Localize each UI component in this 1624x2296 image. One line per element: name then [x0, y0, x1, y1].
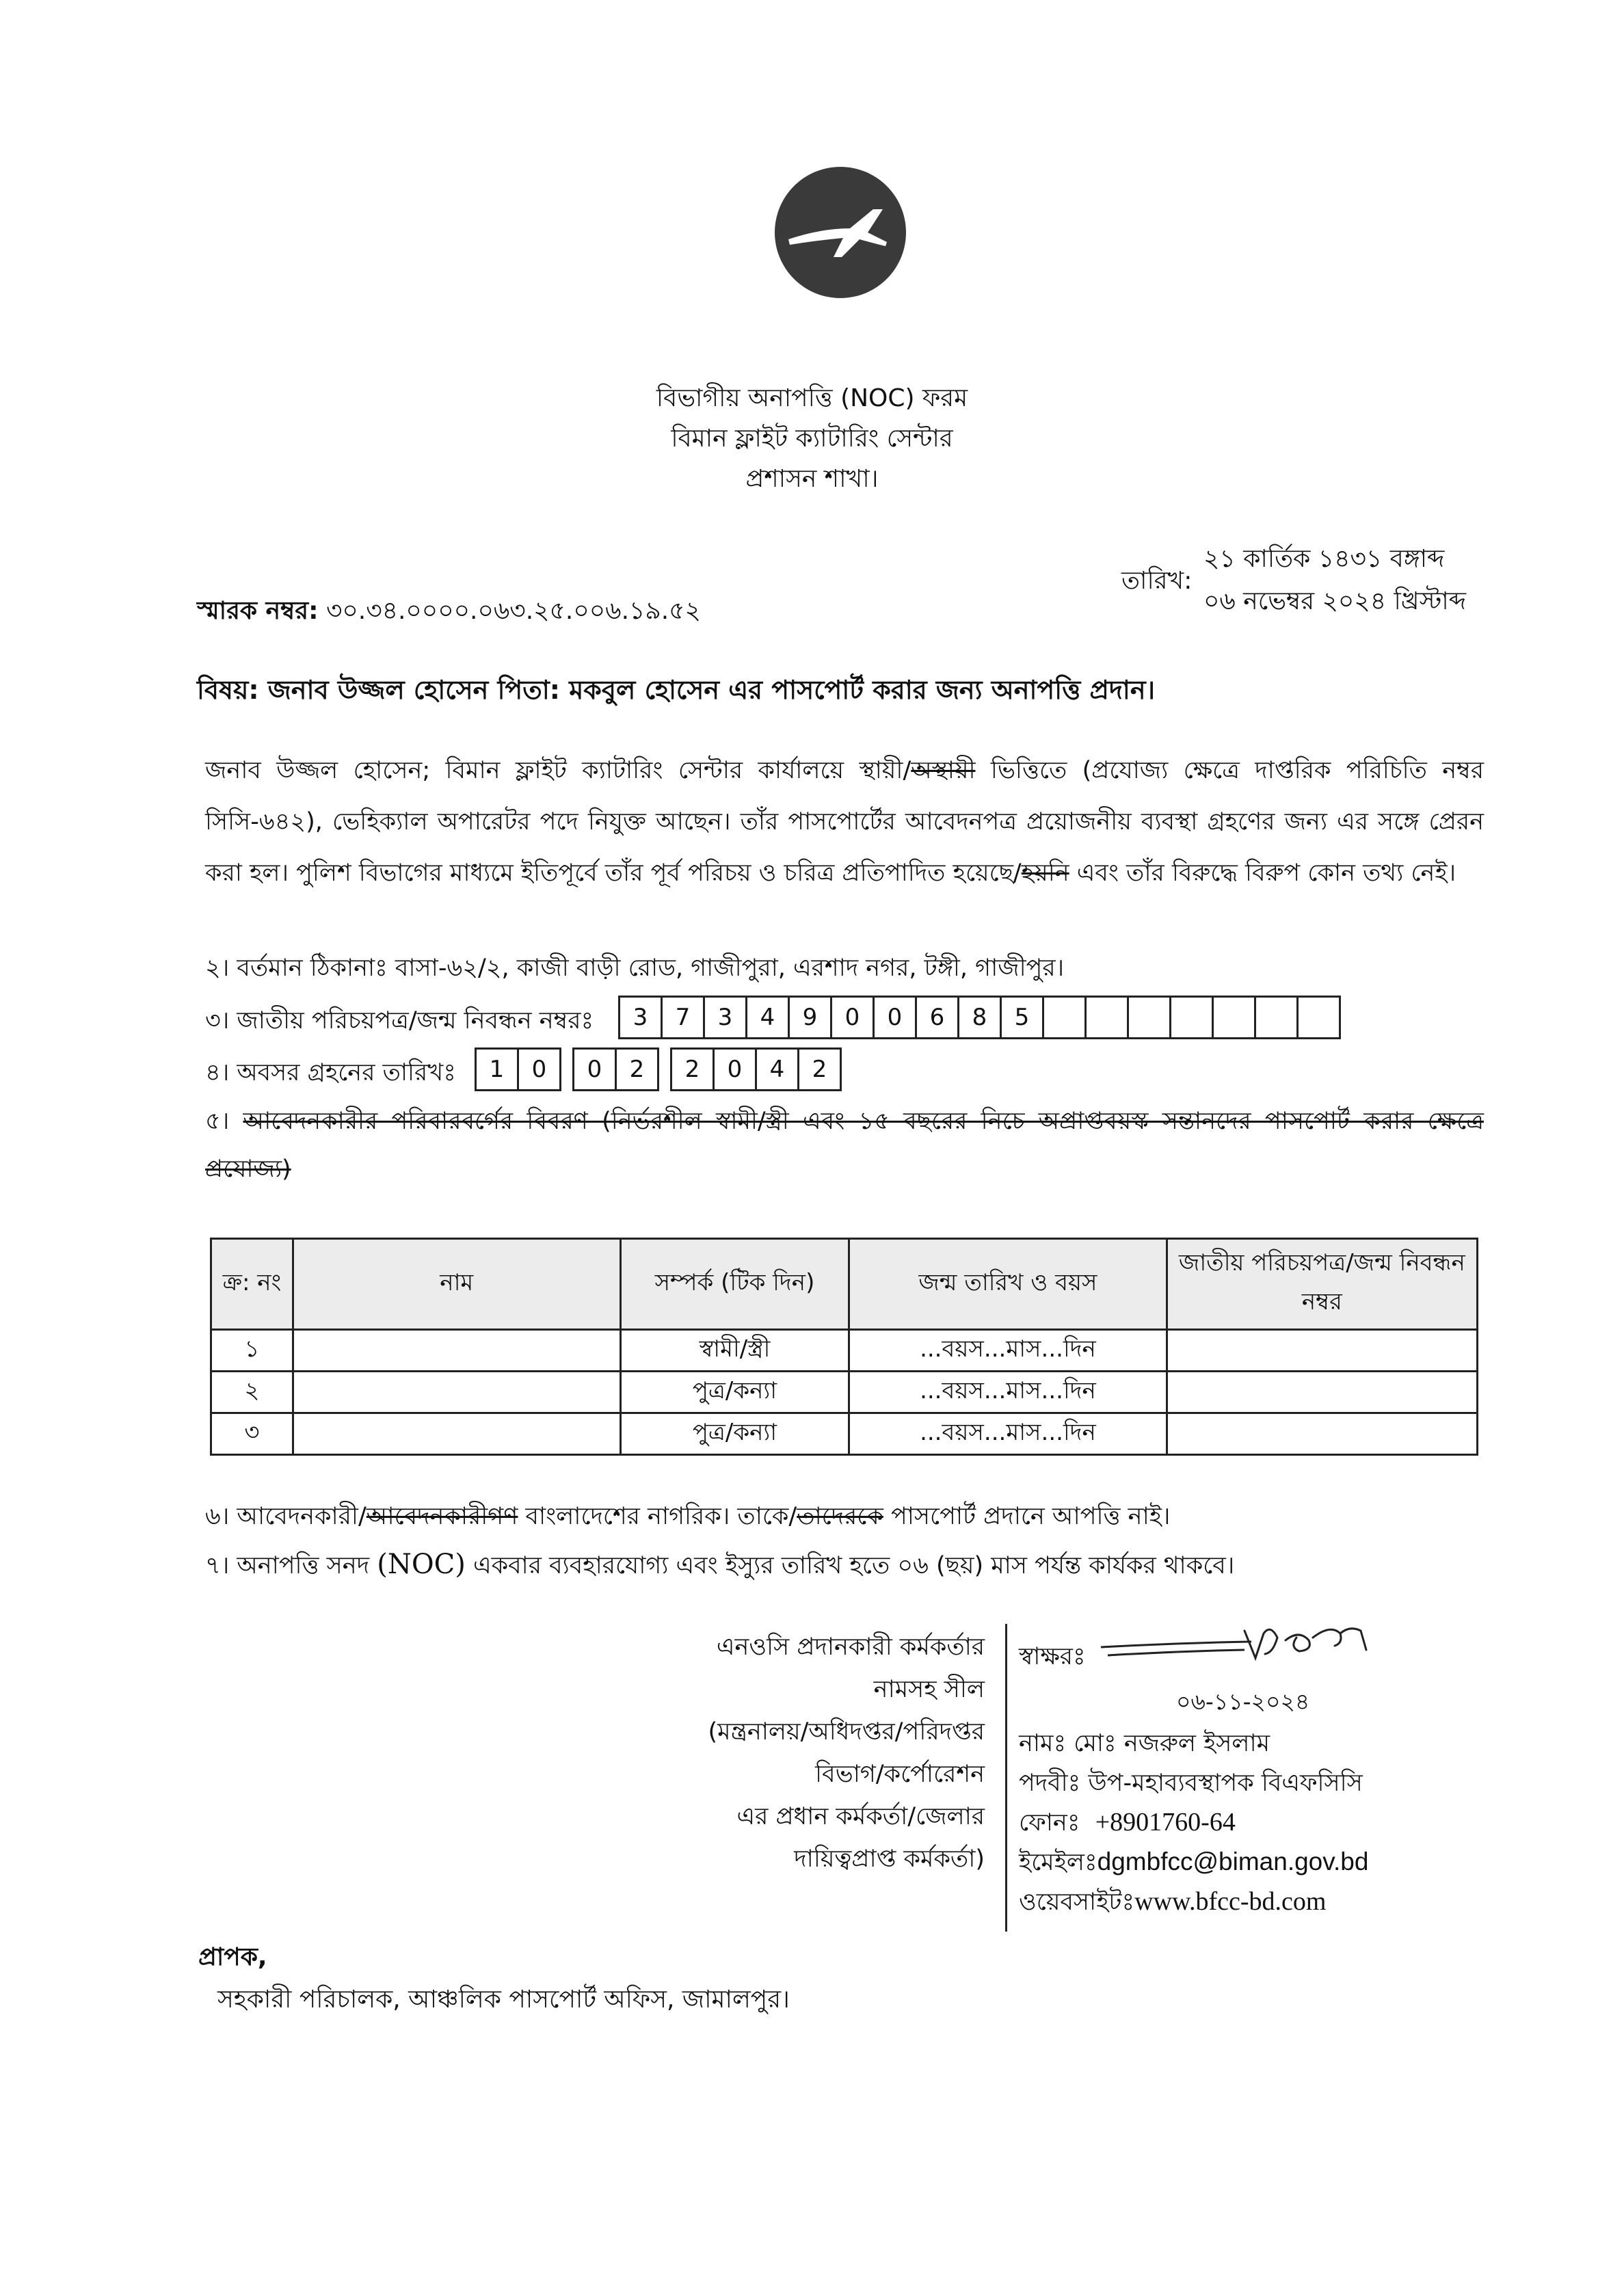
date-digit: 0: [519, 1047, 561, 1091]
signatory-website: [1019, 1883, 1326, 1923]
col-serial: ক্র: নং: [211, 1239, 293, 1330]
signatory-line: দায়িত্বপ্রাপ্ত কর্মকর্তা): [794, 1845, 985, 1873]
date-digit: 4: [757, 1047, 799, 1091]
cell-nid: [1167, 1372, 1477, 1413]
struck-text: হয়নি: [1021, 859, 1069, 887]
date-digit: 0: [715, 1047, 757, 1091]
nid-digit: [1171, 996, 1214, 1039]
col-name: নাম: [293, 1239, 620, 1330]
cell-serial: ১: [211, 1330, 293, 1372]
nid-digit: 9: [790, 996, 832, 1039]
item-text: ৭। অনাপত্তি সনদ: [205, 1552, 377, 1579]
date-label: তারিখ:: [1121, 567, 1193, 595]
email-label: ইমেইলঃ: [1019, 1849, 1097, 1876]
family-details-item: [205, 1097, 1484, 1193]
nid-digit: 0: [832, 996, 875, 1039]
memo-value: ৩০.৩৪.০০০০.০৬৩.২৫.০০৬.১৯.৫২: [325, 597, 701, 625]
retirement-month: [572, 1047, 659, 1091]
cell-relation: পুত্র/কন্যা: [620, 1413, 849, 1455]
nid-digit: 4: [747, 996, 790, 1039]
item-text: বাংলাদেশের নাগরিক। তাকে/: [518, 1503, 797, 1530]
nid-digit: 3: [705, 996, 747, 1039]
col-dob: জন্ম তারিখ ও বয়স: [849, 1239, 1167, 1330]
retirement-date-boxes: [475, 1047, 842, 1091]
cell-dob: ...বয়স...মাস...দিন: [849, 1372, 1167, 1413]
website-value: www.bfcc-bd.com: [1134, 1887, 1327, 1916]
signature-date: ০৬-১১-২০২৪: [1176, 1688, 1310, 1715]
retirement-day: [475, 1047, 561, 1091]
signatory-designation: পদবীঃ উপ-মহাব্যবস্থাপক বিএফসিসি: [1019, 1770, 1363, 1797]
nid-digit: [1087, 996, 1129, 1039]
signature-label: স্বাক্ষরঃ: [1019, 1643, 1086, 1670]
cell-relation: পুত্র/কন্যা: [620, 1372, 849, 1413]
col-relation: সম্পর্ক (টিক দিন): [620, 1239, 849, 1330]
date-digit: 1: [477, 1047, 519, 1091]
phone-label: ফোনঃ: [1019, 1809, 1080, 1837]
nid-digit: [1299, 996, 1341, 1039]
nid-digit: [1214, 996, 1256, 1039]
cell-nid: [1167, 1413, 1477, 1455]
struck-text: তাদেরকে: [797, 1503, 883, 1530]
para-text: এবং তাঁর বিরুদ্ধে বিরুপ কোন তথ্য নেই।: [1069, 859, 1456, 887]
recipient-label: প্রাপক,: [198, 1943, 267, 1971]
item-text: ৬। আবেদনকারী/: [205, 1503, 367, 1530]
nid-digit: 5: [1002, 996, 1044, 1039]
date-gregorian: ০৬ নভেম্বর ২০২৪ খ্রিস্টাব্দ: [1203, 587, 1466, 615]
cell-dob: ...বয়স...মাস...দিন: [849, 1413, 1167, 1455]
recipient-address: সহকারী পরিচালক, আঞ্চলিক পাসপোর্ট অফিস, জামালপুর।: [217, 1986, 790, 2014]
cell-name: [293, 1372, 620, 1413]
nid-digit: [1256, 996, 1299, 1039]
table-header-row: [211, 1239, 1478, 1330]
signatory-line: বিভাগ/কর্পোরেশন: [815, 1761, 985, 1788]
para-text: জনাব উজ্জল হোসেন; বিমান ফ্লাইট ক্যাটারিং সেন্টার কার্যালয়ে স্থায়ী/: [205, 757, 911, 784]
biman-logo-icon: [773, 165, 907, 299]
department-name: প্রশাসন শাখা।: [745, 465, 879, 493]
cell-serial: ২: [211, 1372, 293, 1413]
retirement-year: [670, 1047, 842, 1091]
phone-value: +8901760-64: [1095, 1808, 1236, 1837]
subject-line: বিষয়: জনাব উজ্জল হোসেন পিতা: মকবুল হোসেন এর পাসপোর্ট করার জন্য অনাপত্তি প্রদান।: [197, 675, 1156, 705]
signatory-name: নামঃ মোঃ নজরুল ইসলাম: [1019, 1730, 1270, 1757]
nid-digit: [1129, 996, 1171, 1039]
item-text: একবার ব্যবহারযোগ্য এবং ইস্যুর তারিখ হতে ০৬ (ছয়) মাস পর্যন্ত কার্যকর থাকবে।: [465, 1552, 1235, 1579]
signatory-email: [1019, 1843, 1368, 1884]
nid-boxes: [618, 996, 1341, 1039]
cell-dob: ...বয়স...মাস...দিন: [849, 1330, 1167, 1372]
noc-text: (NOC): [377, 1549, 466, 1580]
form-title: বিভাগীয় অনাপত্তি (NOC) ফরম: [656, 384, 968, 412]
nid-digit: 8: [959, 996, 1002, 1039]
cell-nid: [1167, 1330, 1477, 1372]
nid-digit: 7: [663, 996, 705, 1039]
validity-item: [205, 1547, 1234, 1587]
signatory-line: (মন্ত্রনালয়/অধিদপ্তর/পরিদপ্তর: [708, 1718, 985, 1746]
table-row: [211, 1413, 1478, 1455]
memo-label: স্মারক নম্বর:: [197, 597, 319, 625]
citizenship-item: [205, 1497, 1170, 1538]
cell-serial: ৩: [211, 1413, 293, 1455]
family-table: [210, 1238, 1478, 1456]
cell-name: [293, 1330, 620, 1372]
signatory-line: নামসহ সীল: [873, 1676, 985, 1703]
nid-digit: 6: [917, 996, 959, 1039]
signatory-designation-block: [615, 1626, 985, 1880]
date-digit: 2: [672, 1047, 715, 1091]
para-text: ভিত্তিতে (প্রযোজ্য ক্ষেত্রে দাপ্তরিক পরিচিতি নম্বর সিসি-৬৪২), ভেহিক্যাল অপারেটর পদে নিযুক্ত আছেন। তাঁর পাসপোর্টের আবেদনপত্র প্রয়োজনীয় ব্যবস্থা গ্রহণের জন্য এর সঙ্গে প্রেরন করা হল। পুলিশ বিভাগের মাধ্যমে ইতিপূর্বে তাঁর পূর্ব পরিচয় ও চরিত্র প্রতিপাদিত হয়েছে/: [205, 757, 1484, 887]
website-label: ওয়েবসাইটঃ: [1019, 1888, 1135, 1916]
table-row: [211, 1372, 1478, 1413]
organization-name: বিমান ফ্লাইট ক্যাটারিং সেন্টার: [671, 425, 953, 453]
nid-digit: 0: [875, 996, 917, 1039]
date-digit: 0: [574, 1047, 617, 1091]
item-number: ৫।: [205, 1108, 243, 1135]
date-digit: 2: [799, 1047, 842, 1091]
signatory-phone: [1019, 1804, 1236, 1844]
item-text: পাসপোর্ট প্রদানে আপত্তি নাই।: [883, 1503, 1171, 1530]
email-value: dgmbfcc@biman.gov.bd: [1097, 1847, 1369, 1875]
signatory-line: এনওসি প্রদানকারী কর্মকর্তার: [716, 1633, 985, 1661]
date-bangla: ২১ কার্তিক ১৪৩১ বঙ্গাব্দ: [1203, 545, 1445, 573]
nid-label: ৩। জাতীয় পরিচয়পত্র/জন্ম নিবন্ধন নম্বরঃ: [205, 1007, 594, 1034]
retirement-label: ৪। অবসর গ্রহনের তারিখঃ: [205, 1059, 456, 1086]
struck-text: আবেদনকারীগণ: [366, 1503, 518, 1530]
cell-name: [293, 1413, 620, 1455]
handwritten-signature: [1094, 1610, 1409, 1674]
cell-relation: স্বামী/স্ত্রী: [620, 1330, 849, 1372]
date-digit: 2: [617, 1047, 659, 1091]
signature-divider: [1005, 1624, 1007, 1932]
memo-number: [197, 592, 701, 633]
address-item: ২। বর্তমান ঠিকানাঃ বাসা-৬২/২, কাজী বাড়ী রোড, গাজীপুরা, এরশাদ নগর, টঙ্গী, গাজীপুর।: [205, 955, 1065, 982]
col-nid: জাতীয় পরিচয়পত্র/জন্ম নিবন্ধন নম্বর: [1167, 1239, 1477, 1330]
nid-digit: [1044, 996, 1087, 1039]
nid-digit: 3: [620, 996, 663, 1039]
table-row: [211, 1330, 1478, 1372]
struck-text: অস্থায়ী: [911, 757, 976, 784]
signatory-line: এর প্রধান কর্মকর্তা/জেলার: [736, 1803, 985, 1830]
struck-text: আবেদনকারীর পরিবারবর্গের বিবরণ (নির্ভরশীল স্বামী/স্ত্রী এবং ১৫ বছরের নিচে অপ্রাপ্তবয়স্ক সন্তানদের পাসপোর্ট করার ক্ষেত্রে প্রযোজ্য): [205, 1108, 1484, 1183]
body-paragraph: [205, 745, 1484, 899]
